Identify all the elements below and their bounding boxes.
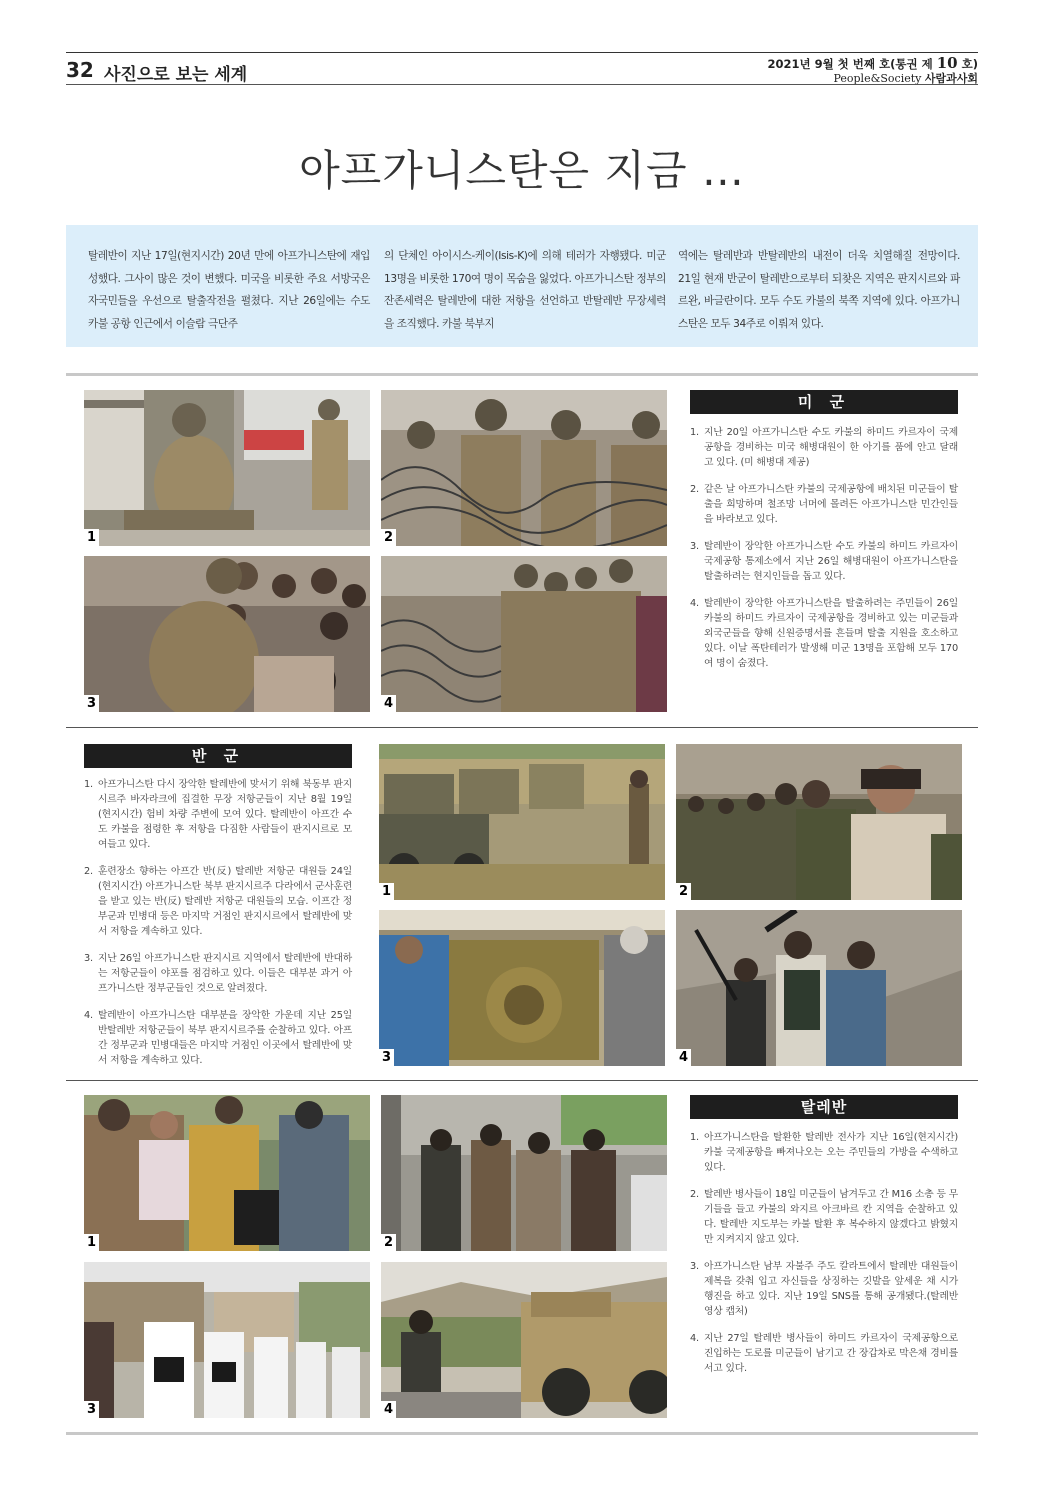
page-title: 아프가니스탄은 지금 … xyxy=(299,146,745,195)
publication-name: People&Society 사람과사회 xyxy=(833,72,978,85)
section-divider xyxy=(66,727,978,728)
caption-item: 4. 지난 27일 탈레반 병사들이 하미드 카르자이 국제공항으로 진입하는 도로를 미군들이 남기고 간 장갑차로 막은채 경비를 서고 있다. xyxy=(690,1333,958,1374)
intro-box xyxy=(66,225,978,347)
caption-item: 4. 탈레반이 장악한 아프가니스탄을 탈출하려는 주민들이 26일 카불의 하미드 카르자이 국제공항을 경비하고 있는 미군들과 외국군들을 향해 신원증명서를 흔들며 탈출 지원을 호소하고 있다. 이날 폭탄테러가 발생해 미군 13명을 포함해 모두 170여 명이 숨졌다. xyxy=(690,598,958,669)
photo-number: 2 xyxy=(381,1234,396,1251)
photo-us-1 xyxy=(84,390,370,546)
photo-number: 1 xyxy=(84,529,99,546)
photo-number: 2 xyxy=(676,883,691,900)
caption-item: 3. 지난 26일 아프가니스탄 판지시르 지역에서 탈레반에 반대하는 저항군들이 야포를 점검하고 있다. 이들은 대부분 과거 아프가니스탄 정부군들인 것으로 알려졌다. xyxy=(84,953,352,994)
photo-number: 4 xyxy=(676,1049,691,1066)
footer-divider xyxy=(66,1432,978,1435)
intro-column-2: 의 단체인 아이시스-케이(Isis-K)에 의해 테러가 자행됐다. 미군 13명을 비롯한 170여 명이 목숨을 잃었다. 아프가니스탄 정부의 잔존세력은 탈레반에 대한 저항을 선언하고 반탈레반 무장세력을 조직했다. 카불 북부지 xyxy=(384,250,666,330)
photo-number: 3 xyxy=(84,1401,99,1418)
intro-column-1: 탈레반이 지난 17일(현지시간) 20년 만에 아프가니스탄에 재입성했다. 그사이 많은 것이 변했다. 미국을 비롯한 주요 서방국은 자국민들을 우선으로 탈출작전을 펼쳤다. 지난 26일에는 수도 카불 공항 인근에서 이슬람 극단주 xyxy=(88,250,370,330)
photo-number: 4 xyxy=(381,695,396,712)
section-heading-us: 미 군 xyxy=(690,390,958,414)
photo-number: 1 xyxy=(84,1234,99,1251)
photo-taliban-4 xyxy=(381,1262,667,1418)
photo-rebels-1 xyxy=(379,744,665,900)
header-bottom-rule xyxy=(66,84,978,85)
section-divider xyxy=(66,1080,978,1081)
caption-item: 3. 탈레반이 장악한 아프가니스탄 수도 카불의 하미드 카르자이 국제공항 통제소에서 지난 26일 해병대원이 아프가니스탄을 탈출하려는 현지인들을 돕고 있다. xyxy=(690,541,958,582)
photo-number: 2 xyxy=(381,529,396,546)
photo-taliban-2 xyxy=(381,1095,667,1251)
section-heading-taliban: 탈레반 xyxy=(690,1095,958,1119)
photo-number: 4 xyxy=(381,1401,396,1418)
caption-list-rebels xyxy=(84,777,352,1080)
photo-us-4 xyxy=(381,556,667,712)
intro-column-3: 역에는 탈레반과 반탈레반의 내전이 더욱 치열해질 전망이다. 21일 현재 반군이 탈레반으로부터 되찾은 지역은 판지시르와 파르완, 바글란이다. 모두 수도 카불의 북쪽 지역에 있다. 아프가니스탄은 모두 34주로 이뤄져 있다. xyxy=(678,250,960,330)
photo-taliban-3 xyxy=(84,1262,370,1418)
caption-item: 1. 지난 20일 아프가니스탄 수도 카불의 하미드 카르자이 국제공항을 경비하는 미국 해병대원이 한 아기를 품에 안고 달래고 있다. (미 해병대 제공) xyxy=(690,427,958,468)
caption-item: 1. 아프가니스탄을 탈환한 탈레반 전사가 지난 16일(현지시간) 카불 국제공항을 빠져나오는 오는 주민들의 가방을 수색하고 있다. xyxy=(690,1132,958,1173)
caption-item: 2. 훈련장소 향하는 아프간 반(反) 탈레반 저항군 대원들 24일(현지시간) 아프가니스탄 북부 판지시르주 다라에서 군사훈련을 받고 있는 반(反) 탈레반 저항군 대원들의 모습. 이프간 정부군과 민병대 등은 마지막 거점인 판지시르에서 탈레반에 맞서 저항을 계속하고 있다. xyxy=(84,866,352,937)
caption-item: 1. 아프가니스탄 다시 장악한 탈레반에 맞서기 위해 북동부 판지시르주 바자라크에 집결한 무장 저항군들이 지난 8월 19일(현지시간) 험비 차량 주변에 모여 있다. 탈레반이 아프간 수도 카불을 점령한 후 저항을 다짐한 사람들이 판지시르로 모여들고 있다. xyxy=(84,779,352,850)
caption-item: 2. 같은 날 아프가니스탄 카불의 국제공항에 배치된 미군들이 탈출을 희망하며 철조망 너머에 몰려든 아프가니스탄 민간인들을 바라보고 있다. xyxy=(690,484,958,525)
photo-us-3 xyxy=(84,556,370,712)
photo-number: 3 xyxy=(84,695,99,712)
section-name: 사진으로 보는 세계 xyxy=(104,65,248,85)
caption-list-taliban xyxy=(690,1130,958,1388)
photo-rebels-3 xyxy=(379,910,665,1066)
issue-info: 2021년 9월 첫 번째 호(통권 제 10 호) xyxy=(767,54,978,72)
page-number: 32 xyxy=(66,58,94,82)
photo-rebels-4 xyxy=(676,910,962,1066)
photo-number: 3 xyxy=(379,1049,394,1066)
caption-item: 4. 탈레반이 아프가니스탄 대부분을 장악한 가운데 지난 25일 반탈레반 저항군들이 북부 판지시르주를 순찰하고 있다. 아프간 정부군과 민병대들은 마지막 거점인 이곳에서 탈레반에 맞서 저항을 계속하고 있다. xyxy=(84,1010,352,1066)
section-heading-rebels: 반 군 xyxy=(84,744,352,768)
photo-rebels-2 xyxy=(676,744,962,900)
photo-number: 1 xyxy=(379,883,394,900)
section-divider xyxy=(66,373,978,376)
caption-item: 2. 탈레반 병사들이 18일 미군들이 남겨두고 간 M16 소총 등 무기들을 들고 카불의 와지르 아크바르 칸 지역을 순찰하고 있다. 탈레반 지도부는 카불 탈환 후 복수하지 않겠다고 밝혔지만 지켜지지 않고 있다. xyxy=(690,1189,958,1245)
photo-taliban-1 xyxy=(84,1095,370,1251)
header-top-rule xyxy=(66,52,978,53)
caption-list-us xyxy=(690,425,958,683)
caption-item: 3. 아프가니스탄 남부 자불주 주도 칼라트에서 탈레반 대원들이 제복을 갖춰 입고 자신들을 상징하는 깃발을 앞세운 채 시가행진을 하고 있다. 지난 19일 SNS를 통해 공개됐다.(탈레반 영상 캡처) xyxy=(690,1261,958,1317)
photo-us-2 xyxy=(381,390,667,546)
